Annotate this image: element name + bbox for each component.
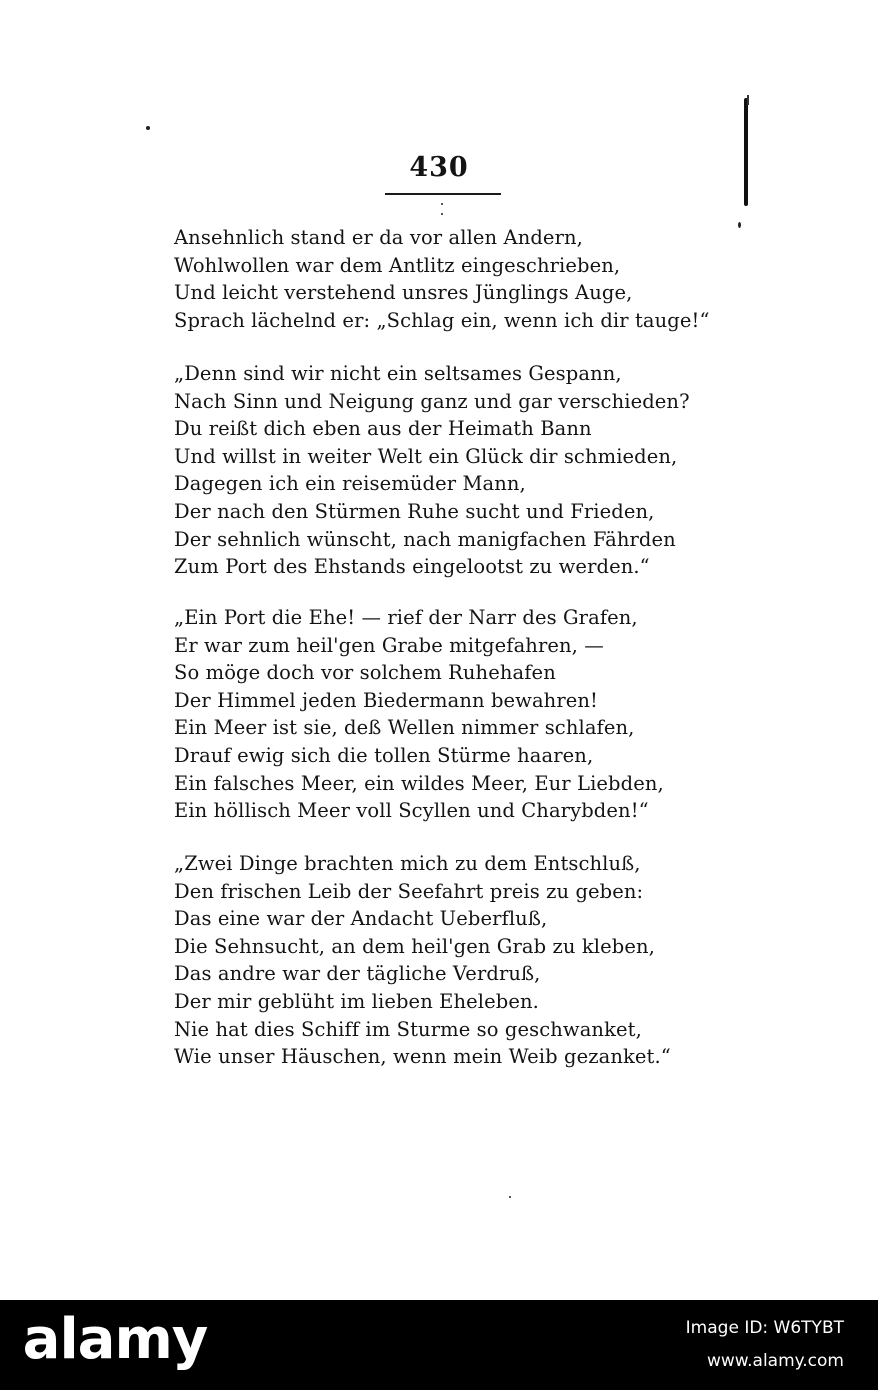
ink-speck xyxy=(146,126,150,130)
ink-speck xyxy=(441,203,443,205)
verse-line: Die Sehnsucht, an dem heil'gen Grab zu kleben, xyxy=(174,934,655,958)
site-url-label: www.alamy.com xyxy=(706,1351,844,1371)
verse-line: Ansehnlich stand er da vor allen Andern, xyxy=(174,226,583,249)
brand-logo: alamy xyxy=(22,1307,208,1372)
margin-mark xyxy=(747,95,749,105)
verse-line: Das andre war der tägliche Verdruß, xyxy=(174,962,541,986)
verse-line: Du reißt dich eben aus der Heimath Bann xyxy=(174,417,592,441)
verse-line: „Denn sind wir nicht ein seltsames Gespann, xyxy=(174,362,622,385)
verse-line: Nach Sinn und Neigung ganz und gar verschieden? xyxy=(174,389,690,413)
verse-line: Der sehnlich wünscht, nach manigfachen Fährden xyxy=(174,527,676,551)
verse-line: So möge doch vor solchem Ruhehafen xyxy=(174,661,556,685)
image-id-label: Image ID: W6TYBT xyxy=(685,1318,844,1338)
verse-line: Wie unser Häuschen, wenn mein Weib gezanket.“ xyxy=(174,1045,671,1069)
verse-line: Der Himmel jeden Biedermann bewahren! xyxy=(174,688,598,712)
verse-line: Er war zum heil'gen Grabe mitgefahren, — xyxy=(174,633,604,657)
stanza-4 xyxy=(174,850,671,1071)
verse-line: Das eine war der Andacht Ueberfluß, xyxy=(174,907,548,931)
verse-line: Ein höllisch Meer voll Scyllen und Charybden!“ xyxy=(174,799,649,823)
verse-line: Ein Meer ist sie, deß Wellen nimmer schlafen, xyxy=(174,716,635,740)
verse-line: Der nach den Stürmen Ruhe sucht und Frieden, xyxy=(174,499,655,523)
verse-line: Der mir geblüht im lieben Eheleben. xyxy=(174,989,539,1013)
ink-speck xyxy=(509,1196,511,1198)
ink-speck xyxy=(441,213,443,215)
stanza-3 xyxy=(174,604,664,825)
page-number: 430 xyxy=(409,152,469,183)
verse-line: Sprach lächelnd er: „Schlag ein, wenn ich dir tauge!“ xyxy=(174,308,710,332)
verse-line: „Zwei Dinge brachten mich zu dem Entschluß, xyxy=(174,852,641,875)
header-rule xyxy=(385,193,501,195)
verse-line: Wohlwollen war dem Antlitz eingeschrieben, xyxy=(174,253,621,277)
verse-line: Ein falsches Meer, ein wildes Meer, Eur Liebden, xyxy=(174,771,664,795)
verse-line: Den frischen Leib der Seefahrt preis zu geben: xyxy=(174,879,644,903)
stanza-1 xyxy=(174,224,710,334)
verse-line: Drauf ewig sich die tollen Stürme haaren, xyxy=(174,743,594,767)
verse-line: Und leicht verstehend unsres Jünglings Auge, xyxy=(174,281,633,305)
verse-line: Und willst in weiter Welt ein Glück dir schmieden, xyxy=(174,444,678,468)
ink-speck xyxy=(738,222,741,228)
verse-line: Nie hat dies Schiff im Sturme so geschwanket, xyxy=(174,1017,642,1041)
stanza-2 xyxy=(174,360,690,581)
verse-line: Dagegen ich ein reisemüder Mann, xyxy=(174,472,526,496)
verse-line: Zum Port des Ehstands eingelootst zu werden.“ xyxy=(174,555,650,579)
verse-line: „Ein Port die Ehe! — rief der Narr des Grafen, xyxy=(174,606,638,629)
